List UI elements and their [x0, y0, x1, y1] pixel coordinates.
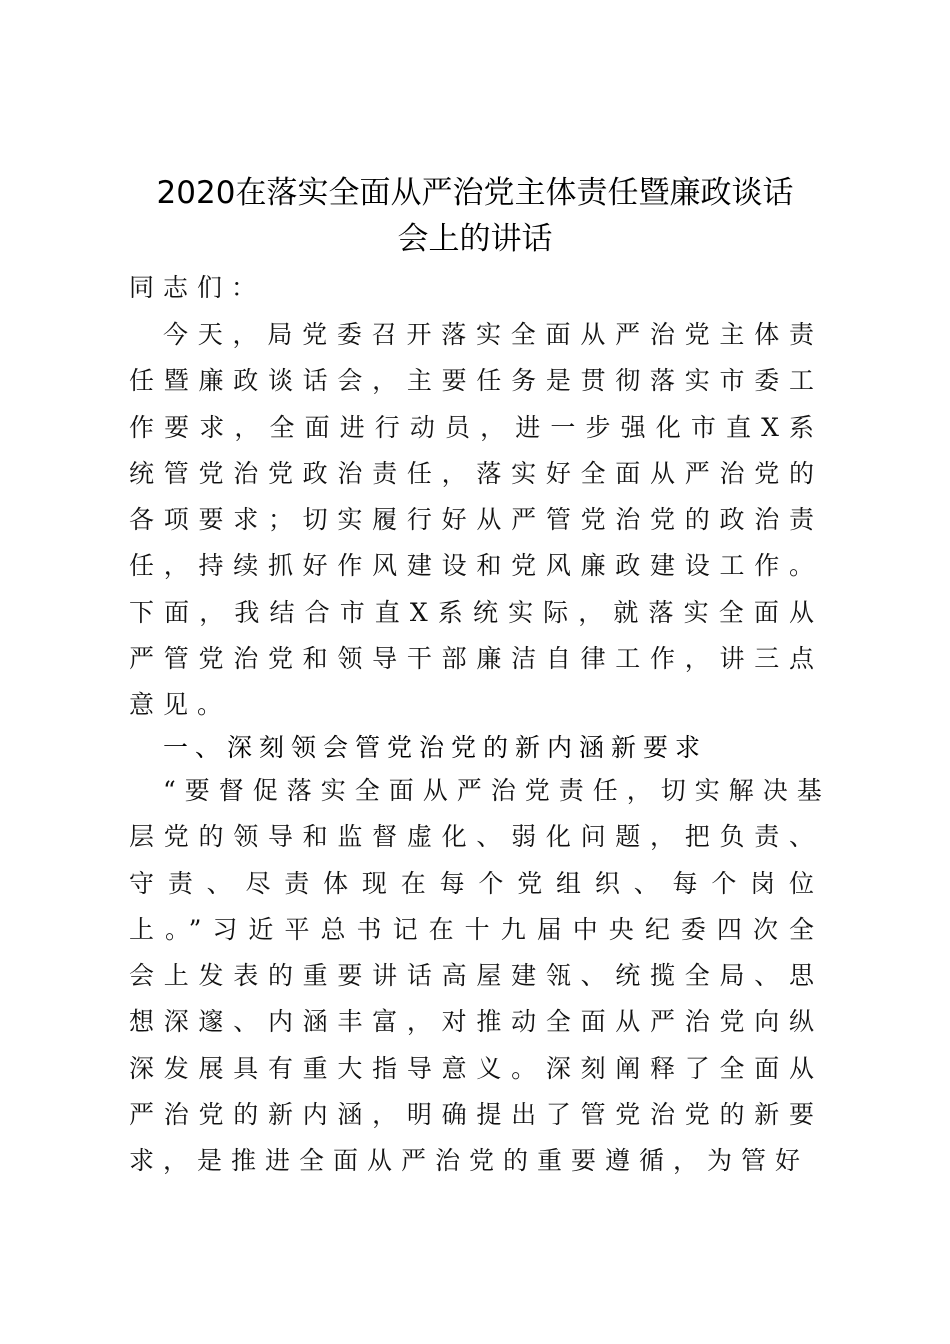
paragraph-line: “要督促落实全面从严治党责任，切实解决基	[163, 776, 831, 805]
paragraph-line: 各项要求；切实履行好从严管党治党的政治责	[129, 505, 823, 535]
section-heading-1: 一、深刻领会管党治党的新内涵新要求	[163, 733, 708, 762]
paragraph-line: 严管党治党和领导干部廉洁自律工作，讲三点	[129, 644, 823, 674]
paragraph-2	[129, 768, 831, 1185]
paragraph-line: 严治党的新内涵，明确提出了管党治党的新要	[129, 1100, 823, 1130]
document-title	[120, 170, 830, 262]
paragraph-line: 任，持续抓好作风建设和党风廉政建设工作。	[129, 551, 823, 581]
paragraph-line: 作要求，全面进行动员，进一步强化市直X系	[129, 412, 823, 442]
salutation: 同志们：	[129, 273, 266, 302]
paragraph-line: 深发展具有重大指导意义。深刻阐释了全面从	[129, 1053, 823, 1083]
paragraph-line: 下面，我结合市直X系统实际，就落实全面从	[129, 597, 823, 627]
paragraph-line: 上。”习近平总书记在十九届中央纪委四次全	[129, 914, 823, 944]
paragraph-line: 想深邃、内涵丰富，对推动全面从严治党向纵	[129, 1007, 823, 1037]
paragraph-line: 守责、尽责体现在每个党组织、每个岗位	[129, 868, 823, 898]
paragraph-line: 求，是推进全面从严治党的重要遵循，为管好	[129, 1146, 810, 1176]
title-line-2: 会上的讲话	[397, 221, 553, 257]
paragraph-line: 今天，局党委召开落实全面从严治党主体责	[163, 320, 823, 349]
paragraph-1	[129, 312, 823, 729]
paragraph-line: 层党的领导和监督虚化、弱化问题，把负责、	[129, 822, 823, 852]
paragraph-line: 任暨廉政谈话会，主要任务是贯彻落实市委工	[129, 366, 823, 396]
paragraph-line: 意见。	[129, 690, 232, 720]
paragraph-line: 统管党治党政治责任，落实好全面从严治党的	[129, 458, 823, 488]
title-line-1: 2020在落实全面从严治党主体责任暨廉政谈话	[156, 175, 794, 211]
paragraph-line: 会上发表的重要讲话高屋建瓴、统揽全局、思	[129, 961, 823, 991]
